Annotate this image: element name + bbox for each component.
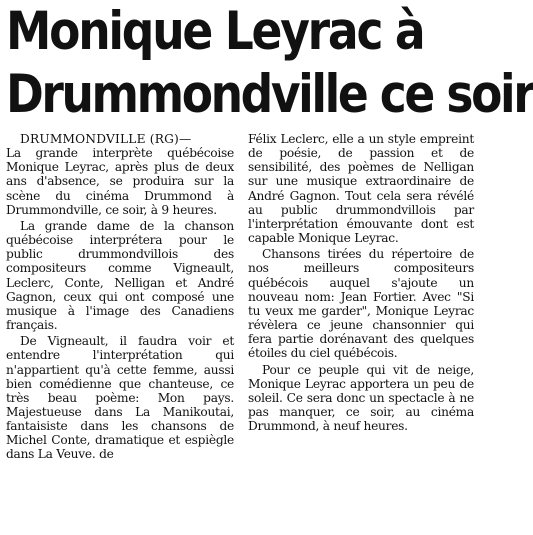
paragraph-3: De Vigneault, il faudra voir et entendre l'interprétation qui n'appartient qu'à cette femme, aussi bien comédienne que chanteuse, ce très beau poème: Mon pays. Majestueuse dans La Manikoutai, fantaisiste dans les chansons de Michel Conte, dramatique et espiègle dans La Veuve. de — [6, 334, 234, 462]
article-column-right — [248, 132, 474, 433]
headline-line-2: Drummondville ce soir — [6, 64, 533, 125]
paragraph-5: Chansons tirées du répertoire de nos meilleurs compositeurs québécois auquel s'ajoute un nouveau nom: Jean Fortier. Avec "Si tu veux me garder", Monique Leyrac révèlera ce jeune chansonnier qui fera partie dorénavant des quelques étoiles du ciel québécois. — [248, 247, 474, 361]
dateline-paragraph — [6, 132, 234, 217]
paragraph-6: Pour ce peuple qui vit de neige, Monique Leyrac apportera un peu de soleil. Ce sera donc un spectacle à ne pas manquer, ce soir, au cinéma Drummond, à neuf heures. — [248, 362, 474, 434]
paragraph-4: Félix Leclerc, elle a un style empreint de poésie, de passion et de sensibilité, des poèmes de Nelligan sur une musique extraordinaire de André Gagnon. Tout cela sera révélé au public drummondvillois par l'interprétation émouvante dont est capable Monique Leyrac. — [248, 132, 474, 246]
article-column-left — [6, 132, 234, 462]
dateline: DRUMMONDVILLE (RG)— — [20, 132, 192, 146]
paragraph-2: La grande dame de la chanson québécoise interprétera pour le public drummondvillois des compositeurs comme Vigneault, Leclerc, Conte, Nelligan et André Gagnon, ceux qui ont composé une musique à l'image des Canadiens français. — [6, 218, 234, 333]
headline-line-1: Monique Leyrac à — [6, 1, 424, 62]
paragraph-1: La grande interprète québécoise Monique Leyrac, après plus de deux ans d'absence, se produira sur la scène du cinéma Drummond à Drummondville, ce soir, à 9 heures. — [6, 146, 234, 217]
headline — [6, 1, 533, 125]
